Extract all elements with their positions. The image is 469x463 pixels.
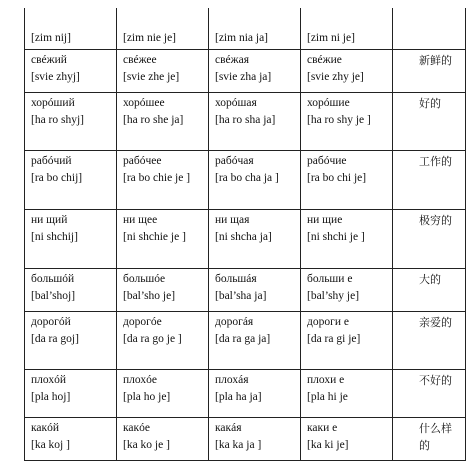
word: свéжие xyxy=(307,54,342,66)
table-row xyxy=(25,50,466,93)
cell-plural xyxy=(301,93,393,151)
cell-chinese: 什么样的 xyxy=(393,418,466,461)
cell-chinese xyxy=(393,8,466,50)
transcription: [ha ro shyj] xyxy=(31,114,85,126)
cell-masculine xyxy=(25,151,117,210)
transcription: [pla ho je] xyxy=(123,391,171,403)
word: какáя xyxy=(215,422,242,434)
cell-neuter xyxy=(117,8,209,50)
transcription: [da ra go je ] xyxy=(123,333,182,345)
table-row xyxy=(25,418,466,461)
word: хорóший xyxy=(31,97,75,109)
word: дороги е xyxy=(307,316,349,328)
word: свéжая xyxy=(215,54,249,66)
transcription: [ni shchi je ] xyxy=(307,231,365,243)
cell-feminine xyxy=(209,418,301,461)
cell-neuter xyxy=(117,93,209,151)
transcription: [ni shcha ja] xyxy=(215,231,272,243)
transcription: [svie zhe je] xyxy=(123,71,180,83)
cell-masculine xyxy=(25,210,117,269)
word: дорогóй xyxy=(31,316,71,328)
transcription: [svie zha ja] xyxy=(215,71,272,83)
table-row xyxy=(25,370,466,418)
transcription: [ka ki je] xyxy=(307,439,349,451)
vocabulary-table xyxy=(24,8,466,461)
cell-neuter xyxy=(117,151,209,210)
table-row xyxy=(25,210,466,269)
cell-plural xyxy=(301,151,393,210)
transcription: [ni shchij] xyxy=(31,231,78,243)
word: свéжее xyxy=(123,54,157,66)
word: хорóшие xyxy=(307,97,350,109)
cell-feminine xyxy=(209,93,301,151)
transcription: [ra bo chi je] xyxy=(307,172,367,184)
cell-neuter xyxy=(117,312,209,370)
cell-masculine xyxy=(25,418,117,461)
transcription: [svie zhyj] xyxy=(31,71,80,83)
transcription: [svie zhy je] xyxy=(307,71,364,83)
transcription: [ha ro shy je ] xyxy=(307,114,371,126)
word: дорогáя xyxy=(215,316,254,328)
cell-plural xyxy=(301,50,393,93)
transcription: [ka ko je ] xyxy=(123,439,170,451)
cell-feminine xyxy=(209,151,301,210)
transcription: [ra bo chij] xyxy=(31,172,83,184)
transcription: [zim nia ja] xyxy=(215,32,269,44)
word: большóе xyxy=(123,273,166,285)
table-body xyxy=(25,8,466,461)
transcription: [ra bo cha ja ] xyxy=(215,172,279,184)
word: рабóчая xyxy=(215,155,254,167)
word: дорогóе xyxy=(123,316,162,328)
word: свéжий xyxy=(31,54,67,66)
table-row xyxy=(25,151,466,210)
transcription: [ra bo chie je ] xyxy=(123,172,191,184)
cell-feminine xyxy=(209,50,301,93)
cell-plural xyxy=(301,312,393,370)
cell-chinese: 亲爱的 xyxy=(393,312,466,370)
word: большóй xyxy=(31,273,75,285)
cell-chinese: 极穷的 xyxy=(393,210,466,269)
word: ни щие xyxy=(307,214,343,226)
cell-feminine xyxy=(209,210,301,269)
cell-plural xyxy=(301,370,393,418)
cell-masculine xyxy=(25,93,117,151)
word: ни щее xyxy=(123,214,158,226)
cell-chinese: 新鲜的 xyxy=(393,50,466,93)
cell-neuter xyxy=(117,210,209,269)
cell-chinese: 工作的 xyxy=(393,151,466,210)
cell-plural xyxy=(301,269,393,312)
transcription: [zim nie je] xyxy=(123,32,177,44)
word: большáя xyxy=(215,273,257,285)
cell-chinese: 大的 xyxy=(393,269,466,312)
word: плохáя xyxy=(215,374,249,386)
transcription: [ka ka ja ] xyxy=(215,439,262,451)
word: плохóй xyxy=(31,374,67,386)
table-row-header xyxy=(25,8,466,50)
transcription: [ha ro she ja] xyxy=(123,114,184,126)
transcription: [ka koj ] xyxy=(31,439,70,451)
cell-feminine xyxy=(209,312,301,370)
transcription: [bal’shy je] xyxy=(307,290,360,302)
transcription: [zim ni je] xyxy=(307,32,355,44)
cell-chinese: 不好的 xyxy=(393,370,466,418)
word: рабóчие xyxy=(307,155,347,167)
transcription: [zim nij] xyxy=(31,32,71,44)
cell-neuter xyxy=(117,269,209,312)
table-row xyxy=(25,93,466,151)
transcription: [da ra goj] xyxy=(31,333,79,345)
transcription: [pla hoj] xyxy=(31,391,71,403)
cell-neuter xyxy=(117,50,209,93)
cell-plural xyxy=(301,8,393,50)
cell-masculine xyxy=(25,370,117,418)
cell-feminine xyxy=(209,8,301,50)
cell-masculine xyxy=(25,8,117,50)
word: рабóчий xyxy=(31,155,72,167)
word: рабóчее xyxy=(123,155,162,167)
word: ни щий xyxy=(31,214,68,226)
word: ни щая xyxy=(215,214,250,226)
word: каки е xyxy=(307,422,338,434)
word: больши е xyxy=(307,273,353,285)
transcription: [ni shchie je ] xyxy=(123,231,186,243)
transcription: [bal’sho je] xyxy=(123,290,176,302)
word: какóе xyxy=(123,422,150,434)
table-row xyxy=(25,269,466,312)
transcription: [bal’shoj] xyxy=(31,290,76,302)
transcription: [bal’sha ja] xyxy=(215,290,267,302)
cell-chinese: 好的 xyxy=(393,93,466,151)
transcription: [pla hi je xyxy=(307,391,348,403)
word: плохóе xyxy=(123,374,157,386)
word: хорóшая xyxy=(215,97,257,109)
transcription: [da ra gi je] xyxy=(307,333,361,345)
cell-feminine xyxy=(209,370,301,418)
cell-plural xyxy=(301,210,393,269)
word: какóй xyxy=(31,422,60,434)
transcription: [ha ro sha ja] xyxy=(215,114,276,126)
transcription: [pla ha ja] xyxy=(215,391,262,403)
cell-masculine xyxy=(25,312,117,370)
table-row xyxy=(25,312,466,370)
cell-neuter xyxy=(117,418,209,461)
cell-neuter xyxy=(117,370,209,418)
word: хорóшее xyxy=(123,97,165,109)
cell-feminine xyxy=(209,269,301,312)
cell-masculine xyxy=(25,269,117,312)
cell-plural xyxy=(301,418,393,461)
cell-masculine xyxy=(25,50,117,93)
word: плохи е xyxy=(307,374,345,386)
transcription: [da ra ga ja] xyxy=(215,333,271,345)
